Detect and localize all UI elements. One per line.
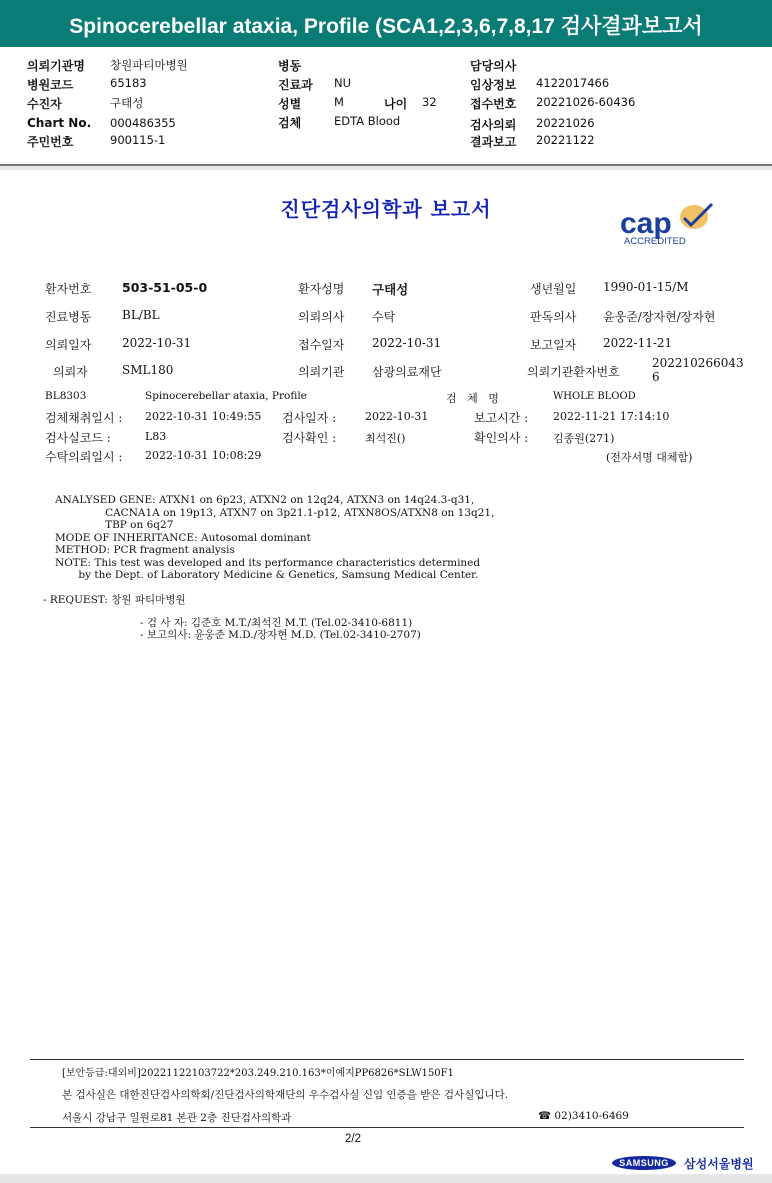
resident-no-value: 900115-1 <box>110 133 166 147</box>
receipt-no-value: 20221026-60436 <box>536 95 636 109</box>
reading-physician-value: 윤웅준/장자현/장자현 <box>603 310 716 324</box>
report-banner-title: Spinocerebellar ataxia, Profile (SCA1,2,3,6,7,8,17 검사결과보고서 <box>69 15 703 38</box>
report-date-label: 보고일자 <box>530 338 577 352</box>
test-date-value: 2022-10-31 <box>365 410 429 423</box>
request-date2-value: 2022-10-31 <box>122 336 192 350</box>
requesting-physician-label: 의뢰의사 <box>298 310 345 324</box>
test-date-label: 검사일자 : <box>282 411 337 425</box>
consign-time-label: 수탁의뢰일시 : <box>45 450 123 464</box>
specimen-label: 검체 <box>278 116 302 130</box>
test-name: Spinocerebellar ataxia, Profile <box>145 390 307 402</box>
tester-line: - 검 사 자: 김준호 M.T./최석진 M.T. (Tel.02-3410-6811) <box>140 617 413 629</box>
cap-logo-icon <box>618 200 723 248</box>
result-report-label: 결과보고 <box>470 135 517 149</box>
request-date2-label: 의뢰일자 <box>45 338 92 352</box>
age-value: 32 <box>422 95 437 109</box>
request-date-value: 20221026 <box>536 116 595 130</box>
ward-label: 병동 <box>278 59 302 73</box>
certification-line: 본 검사실은 대한진단검사의학회/진단검사의학재단의 우수검사실 신임 인증을 받은 검사실입니다. <box>62 1089 509 1101</box>
reading-physician-label: 판독의사 <box>530 310 577 324</box>
ward-code-value: BL/BL <box>122 308 160 322</box>
bottom-band <box>0 1174 772 1183</box>
phone-line: ☎ 02)3410-6469 <box>538 1110 629 1122</box>
physician-label: 담당의사 <box>470 59 517 73</box>
result-body-text: ANALYSED GENE: ATXN1 on 6p23, ATXN2 on 12q24, ATXN3 on 14q24.3-q31, CACNA1A on 19p13, ATXN7 on 3p21.1-p12, ATXN8OS/ATXN8 on 13q21, TBP on 6q27 MODE OF INHERITANCE: Autosomal dominant METHOD: PCR fragment analysis NOTE: This test was developed and its performance characteristics determined by the Dept. of Laboratory Medicine & Genetics, Samsung Medical Center. <box>55 494 495 581</box>
hospital-name-label: 의뢰기관명 <box>27 59 85 73</box>
cap-logo-subtext: ACCREDITED <box>624 236 686 247</box>
confirming-physician-value: 김종원(271) <box>553 432 615 445</box>
result-report-value: 20221122 <box>536 133 595 147</box>
institution-patient-no-value: 202210266043 6 <box>652 356 744 384</box>
patient-no-value: 503-51-05-0 <box>122 280 208 295</box>
patient-name-label: 환자성명 <box>298 282 345 296</box>
collection-time-label: 검체채취일시 : <box>45 411 123 425</box>
hospital-name-value: 창원파티마병원 <box>110 58 188 72</box>
reporter-line: - 보고의사: 윤웅준 M.D./장자현 M.D. (Tel.02-3410-2707) <box>140 629 421 641</box>
request-date-label: 검사의뢰 <box>470 118 517 132</box>
header-shadow <box>0 166 772 170</box>
receipt-no-label: 접수번호 <box>470 97 517 111</box>
age-label: 나이 <box>384 97 408 111</box>
department-label: 진료과 <box>278 78 313 92</box>
patient-label: 수진자 <box>27 97 62 111</box>
birthdate-label: 생년월일 <box>530 282 577 296</box>
report-time-value: 2022-11-21 17:14:10 <box>553 410 670 423</box>
institution-patient-no-label: 의뢰기관환자번호 <box>527 365 620 379</box>
lab-code-label: 검사실코드 : <box>45 431 111 445</box>
footer-top-rule <box>30 1059 744 1060</box>
specimen-name-label: 검 체 명 <box>446 392 499 405</box>
consign-time-value: 2022-10-31 10:08:29 <box>145 449 262 462</box>
specimen-value: EDTA Blood <box>334 114 401 128</box>
patient-no-label: 환자번호 <box>45 282 92 296</box>
lab-code-value: L83 <box>145 430 167 443</box>
test-code: BL8303 <box>45 390 87 402</box>
requesting-institution-value: 삼광의료재단 <box>372 365 442 379</box>
hospital-code-value: 65183 <box>110 76 147 90</box>
department-value: NU <box>334 76 352 90</box>
report-time-label: 보고시간 : <box>474 411 529 425</box>
signature-note: (전자서명 대체함) <box>606 451 693 464</box>
report-title: 진단검사의학과 보고서 <box>280 197 492 221</box>
footer-bottom-rule <box>30 1127 744 1128</box>
patient-name-value: 구태성 <box>372 282 409 297</box>
report-date-value: 2022-11-21 <box>603 336 673 350</box>
requesting-physician-value: 수탁 <box>372 310 396 324</box>
address-line: 서울시 강남구 일원로81 본관 2층 진단검사의학과 <box>62 1112 292 1124</box>
test-confirm-label: 검사확인 : <box>282 431 337 445</box>
specimen-name-value: WHOLE BLOOD <box>553 391 636 402</box>
collection-time-value: 2022-10-31 10:49:55 <box>145 410 262 423</box>
page-number: 2/2 <box>345 1133 361 1145</box>
patient-value: 구태성 <box>110 96 144 110</box>
chart-no-label: Chart No. <box>27 116 92 130</box>
chart-no-value: 000486355 <box>110 116 176 130</box>
birthdate-value: 1990-01-15/M <box>603 280 689 294</box>
sex-value: M <box>334 95 344 109</box>
requesting-institution-label: 의뢰기관 <box>298 365 345 379</box>
hospital-code-label: 병원코드 <box>27 78 74 92</box>
requester-label: 의뢰자 <box>53 365 88 379</box>
request-line: - REQUEST: 창원 파티마병원 <box>43 594 186 606</box>
requester-value: SML180 <box>122 363 174 377</box>
samsung-logo: SAMSUNG <box>612 1156 676 1170</box>
receipt-date-value: 2022-10-31 <box>372 336 442 350</box>
clinical-info-value: 4122017466 <box>536 76 610 90</box>
hospital-name-logo: 삼성서울병원 <box>684 1157 754 1171</box>
ward-code-label: 진료병동 <box>45 310 92 324</box>
sex-label: 성별 <box>278 97 302 111</box>
receipt-date-label: 접수일자 <box>298 338 345 352</box>
security-line: [보안등급:대외비]20221122103722*203.249.210.163*이예지PP6826*SLW150F1 <box>62 1068 454 1079</box>
resident-no-label: 주민번호 <box>27 135 74 149</box>
cap-accredited-logo <box>618 200 723 248</box>
test-confirm-value: 최석진() <box>365 432 406 445</box>
confirming-physician-label: 확인의사 : <box>474 431 529 445</box>
clinical-info-label: 임상정보 <box>470 78 517 92</box>
cap-logo-text: cap <box>620 207 672 240</box>
